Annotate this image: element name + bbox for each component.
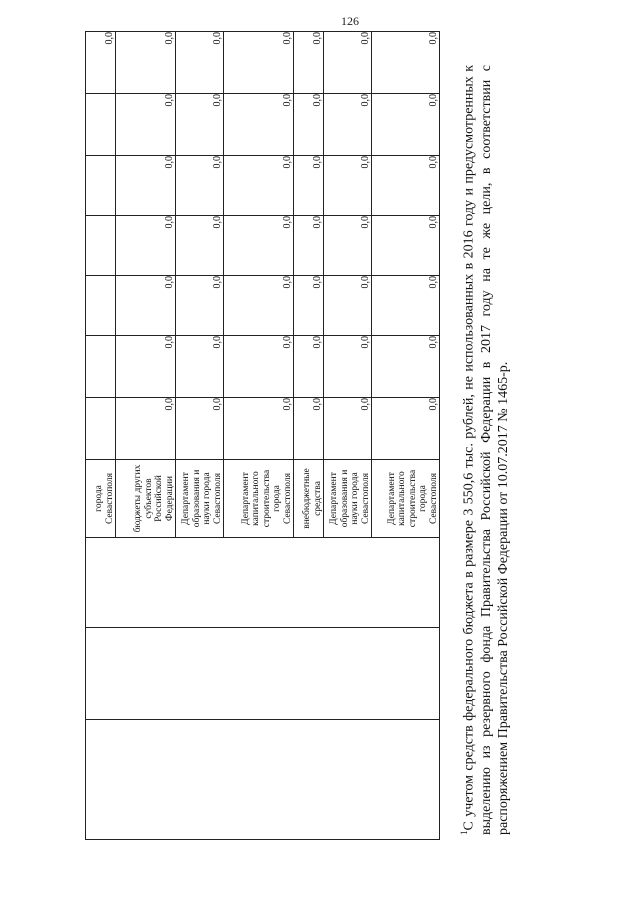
value-cell: 0,0	[116, 94, 176, 156]
value-cell: 0,0	[324, 336, 372, 398]
value-cell: 0,0	[176, 398, 224, 460]
value-cell: 0,0	[294, 156, 324, 216]
value-cell: 0,0	[372, 336, 440, 398]
value-cell: 0,0	[372, 94, 440, 156]
empty-cell	[86, 628, 440, 720]
value-cell: 0,0	[116, 336, 176, 398]
value-cell	[86, 94, 116, 156]
footnote-marker: 1	[459, 830, 469, 835]
value-cell: 0,0	[372, 32, 440, 94]
value-cell	[86, 336, 116, 398]
value-cell: 0,0	[176, 32, 224, 94]
value-cell: 0,0	[372, 156, 440, 216]
source-label: Департамент образования и науки города Севастополя	[324, 460, 372, 538]
footnote	[456, 65, 512, 835]
value-cell: 0,0	[294, 398, 324, 460]
value-cell: 0,0	[372, 216, 440, 276]
value-cell: 0,0	[224, 336, 294, 398]
value-cell: 0,0	[116, 276, 176, 336]
source-label: Департамент капитального строительства города Севастополя	[224, 460, 294, 538]
empty-cell	[86, 538, 440, 628]
value-cell: 0,0	[324, 156, 372, 216]
value-cell: 0,0	[224, 398, 294, 460]
value-cell: 0,0	[224, 216, 294, 276]
value-cell: 0,0	[324, 216, 372, 276]
table-row	[86, 32, 116, 840]
page-number: 126	[341, 14, 359, 28]
value-cell: 0,0	[116, 156, 176, 216]
source-label: внебюджетные средства	[294, 460, 324, 538]
source-label: города Севастополя	[86, 460, 116, 538]
value-cell: 0,0	[176, 156, 224, 216]
empty-cell	[86, 720, 440, 840]
value-cell: 0,0	[294, 336, 324, 398]
source-label: Департамент капитального строительства города Севастополя	[372, 460, 440, 538]
value-cell	[86, 156, 116, 216]
value-cell: 0,0	[372, 398, 440, 460]
value-cell: 0,0	[224, 32, 294, 94]
value-cell: 0,0	[176, 94, 224, 156]
value-cell: 0,0	[324, 94, 372, 156]
value-cell: 0,0	[116, 398, 176, 460]
budget-table	[85, 31, 440, 840]
value-cell: 0,0	[294, 94, 324, 156]
value-cell: 0,0	[324, 32, 372, 94]
value-cell: 0,0	[372, 276, 440, 336]
value-cell	[86, 216, 116, 276]
value-cell	[86, 276, 116, 336]
value-cell: 0,0	[294, 32, 324, 94]
value-cell: 0,0	[176, 216, 224, 276]
source-label: бюджеты других субъектов Российской Федерации	[116, 460, 176, 538]
value-cell: 0,0	[294, 276, 324, 336]
value-cell: 0,0	[86, 32, 116, 94]
source-label: Департамент образования и науки города Севастополя	[176, 460, 224, 538]
value-cell: 0,0	[224, 156, 294, 216]
footnote-text: С учетом средств федерального бюджета в размере 3 550,6 тыс. рублей, не использованных в 2016 году и предусмотренных к выделению из резервного фонда Правительства Российской Федерации в 2017 году на те же цели, в соответствии с распоряжением Правительства Российской Федерации от 10.07.2017 № 1465-р.	[461, 65, 511, 835]
value-cell: 0,0	[294, 216, 324, 276]
value-cell: 0,0	[176, 336, 224, 398]
value-cell: 0,0	[224, 276, 294, 336]
value-cell: 0,0	[176, 276, 224, 336]
value-cell: 0,0	[116, 216, 176, 276]
value-cell: 0,0	[116, 32, 176, 94]
value-cell	[86, 398, 116, 460]
value-cell: 0,0	[224, 94, 294, 156]
value-cell: 0,0	[324, 398, 372, 460]
value-cell: 0,0	[324, 276, 372, 336]
